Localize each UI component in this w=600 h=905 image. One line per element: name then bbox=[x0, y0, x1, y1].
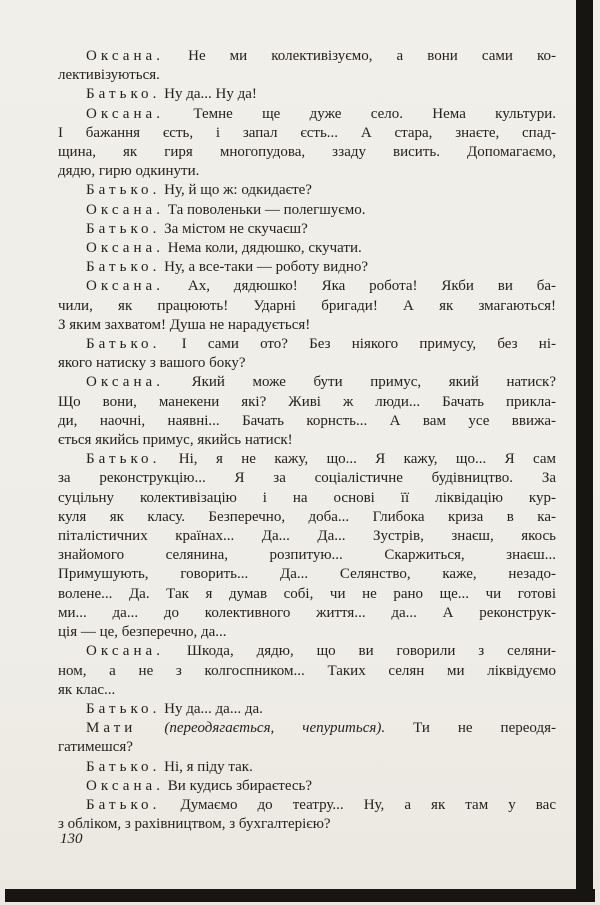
text-line bbox=[58, 277, 556, 296]
dialogue-text: суцільну колективізацію і на основі її ліквідацію кур- bbox=[58, 489, 556, 506]
dialogue-text: Ах, дядюшко! Яка робота! Якби ви ба- bbox=[164, 278, 556, 295]
text-line bbox=[58, 662, 556, 681]
dialogue-text: Ні, я піду так. bbox=[160, 758, 253, 775]
dialogue-text: ди, наочні, наявні... Бачать корнсть... А вам усе ввижа- bbox=[58, 412, 556, 429]
text-line bbox=[58, 335, 556, 354]
speaker-name: Оксана. bbox=[86, 278, 165, 295]
dialogue-text: Темне ще дуже село. Нема культури. bbox=[164, 105, 556, 122]
dialogue-text: Ну, й що ж: одкидаєте? bbox=[160, 182, 312, 199]
dialogue-text: І бажання єсть, і запал єсть... А стара, знаєте, спад- bbox=[58, 124, 556, 141]
text-line bbox=[58, 201, 556, 220]
text-line bbox=[58, 681, 556, 700]
dialogue-text: Думаємо до театру... Ну, а як там у вас bbox=[160, 796, 556, 813]
text-line bbox=[58, 565, 556, 584]
dialogue-text: за реконструкцію... Я за соціалістичне будівництво. За bbox=[58, 470, 556, 487]
text-line bbox=[58, 181, 556, 200]
dialogue-text: ном, а не з колгоспником... Таких селян ми ліквідуємо bbox=[58, 662, 556, 679]
speaker-name: Батько. bbox=[86, 86, 161, 103]
text-line bbox=[58, 738, 556, 757]
text-line bbox=[58, 124, 556, 143]
dialogue-text: Ну да... Ну да! bbox=[160, 86, 257, 103]
dialogue-text: чили, як працюють! Ударні бригади! А як змагаються! bbox=[58, 297, 556, 314]
text-line bbox=[58, 297, 556, 316]
dialogue-text: Ви кудись збираєтесь? bbox=[164, 777, 313, 794]
dialogue-text: Який може бути примус, який натиск? bbox=[164, 374, 556, 391]
speaker-name: Батько. bbox=[86, 336, 161, 353]
speaker-name: Оксана. bbox=[86, 643, 165, 660]
scan-edge-bottom bbox=[5, 889, 595, 902]
text-block bbox=[58, 47, 556, 834]
text-line bbox=[58, 143, 556, 162]
text-line bbox=[58, 527, 556, 546]
dialogue-text: знайомого селянина, розпитую... Скаржиться, знаєш... bbox=[58, 547, 556, 564]
dialogue-text: За містом не скучаєш? bbox=[160, 220, 308, 237]
speaker-name: Оксана. bbox=[86, 48, 165, 64]
text-line bbox=[58, 373, 556, 392]
speaker-name: Оксана. bbox=[86, 201, 165, 218]
dialogue-text: Не ми колективізуємо, а вони сами ко- bbox=[164, 48, 556, 64]
speaker-name: Оксана. bbox=[86, 374, 165, 391]
dialogue-text: волене... Да. Так я думав собі, чи не рано ще... чи готові bbox=[58, 585, 556, 602]
dialogue-text: Ти не переодя- bbox=[385, 720, 556, 737]
text-line bbox=[58, 316, 556, 335]
page-number: 130 bbox=[60, 831, 83, 847]
text-line bbox=[58, 508, 556, 527]
text-line bbox=[58, 258, 556, 277]
dialogue-text: ється якийсь примус, якийсь натиск! bbox=[58, 432, 293, 449]
speaker-name: Батько. bbox=[86, 220, 161, 237]
dialogue-text: гатимешся? bbox=[58, 739, 133, 756]
dialogue-text: куля як класу. Безперечно, доба... Глибока криза в ка- bbox=[58, 508, 556, 525]
text-line bbox=[58, 239, 556, 258]
dialogue-text: піталістичних країнах... Да... Да... Зустрів, знаєш, якось bbox=[58, 528, 556, 545]
text-line bbox=[58, 393, 556, 412]
speaker-name: Оксана. bbox=[86, 240, 165, 257]
stage-direction: (переодягається, чепуриться). bbox=[164, 720, 386, 737]
dialogue-text bbox=[136, 720, 164, 736]
text-line bbox=[58, 431, 556, 450]
text-line bbox=[58, 47, 556, 66]
dialogue-text: щина, як гиря многопудова, ззаду висить. Допомагаємо, bbox=[58, 144, 556, 161]
dialogue-text: лективізуються. bbox=[58, 67, 160, 84]
speaker-name: Оксана. bbox=[86, 777, 165, 794]
dialogue-text: Що вони, манекени які? Живі ж люди... Бачать прикла- bbox=[58, 393, 556, 410]
text-line bbox=[58, 777, 556, 796]
speaker-name: Батько. bbox=[86, 796, 161, 813]
dialogue-text: І сами ото? Без ніякого примусу, без ні- bbox=[160, 336, 556, 353]
text-line bbox=[58, 66, 556, 85]
text-line bbox=[58, 469, 556, 488]
dialogue-text: якого натиску з вашого боку? bbox=[58, 355, 246, 372]
speaker-name: Батько. bbox=[86, 259, 161, 276]
dialogue-text: як клас... bbox=[58, 681, 116, 698]
text-line bbox=[58, 412, 556, 431]
text-line bbox=[58, 489, 556, 508]
text-line bbox=[58, 354, 556, 373]
text-line bbox=[58, 220, 556, 239]
dialogue-text: Нема коли, дядюшко, скучати. bbox=[164, 240, 362, 257]
dialogue-text: ція — це, безперечно, да... bbox=[58, 624, 227, 641]
speaker-name: Батько. bbox=[86, 182, 161, 199]
text-line bbox=[58, 623, 556, 642]
text-line bbox=[58, 642, 556, 661]
speaker-name: Батько. bbox=[86, 758, 161, 775]
text-line bbox=[58, 604, 556, 623]
dialogue-text: Ну, а все-таки — роботу видно? bbox=[160, 259, 369, 276]
text-line bbox=[58, 105, 556, 124]
dialogue-text: ми... да... до колективного життя... да... А реконструк- bbox=[58, 604, 556, 621]
dialogue-text: Ну да... да... да. bbox=[160, 700, 263, 717]
text-line bbox=[58, 815, 556, 834]
text-line bbox=[58, 758, 556, 777]
text-line bbox=[58, 546, 556, 565]
speaker-name: Батько. bbox=[86, 451, 161, 468]
dialogue-text: Шкода, дядю, що ви говорили з селяни- bbox=[164, 643, 556, 660]
text-line bbox=[58, 585, 556, 604]
speaker-name: Мати bbox=[86, 720, 137, 737]
text-line bbox=[58, 700, 556, 719]
speaker-name: Оксана. bbox=[86, 105, 165, 122]
dialogue-text: Та поволеньки — полегшуємо. bbox=[164, 201, 366, 218]
scan-edge-right bbox=[576, 0, 593, 898]
text-line bbox=[58, 85, 556, 104]
text-line bbox=[58, 450, 556, 469]
speaker-name: Батько. bbox=[86, 700, 161, 717]
text-line bbox=[58, 719, 556, 738]
text-line bbox=[58, 796, 556, 815]
dialogue-text: Ні, я не кажу, що... Я кажу, що... Я сам bbox=[160, 451, 556, 468]
dialogue-text: дядю, гирю одкинути. bbox=[58, 163, 200, 180]
dialogue-text: з обліком, з рахівництвом, з бухгалтерією? bbox=[58, 816, 331, 833]
dialogue-text: Примушують, говорить... Да... Селянство, каже, незадо- bbox=[58, 566, 556, 583]
dialogue-text: З яким захватом! Душа не нарадується! bbox=[58, 316, 311, 333]
text-line bbox=[58, 162, 556, 181]
